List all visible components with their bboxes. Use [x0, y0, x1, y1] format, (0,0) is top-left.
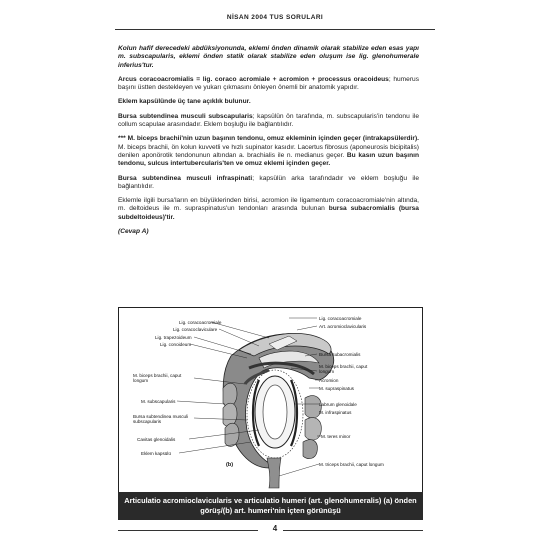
label-triceps-long-head: M. triceps brachii, caput longum [319, 462, 384, 467]
answer-label: (Cevap A) [118, 228, 149, 236]
label-acromion: Acromion [319, 378, 339, 383]
paragraph-5-bold-2: Bu kasın uzun başının tendonu, sulcus intertubercularis'ten ve omuz eklemi içinden geçer. [118, 151, 419, 168]
paragraph-2-text: ; humerus başını üstten destekleyen ve yukarı çıkmasını önleyen önemli bir anatomik yapıdır. [118, 75, 419, 92]
paragraph-2-bold: Arcus coracoacromialis = lig. coraco acromiale + acromion + processus oracoideus [118, 75, 389, 83]
label-cavitas-glenoidalis: Cavitas glenoidalis [137, 437, 176, 442]
paragraph-5 [118, 135, 419, 168]
label-lig-conoideum: Lig. conoideum [160, 342, 192, 347]
label-bursa-subtendinea-subscapularis: Bursa subtendinea musculi subscapularis [133, 414, 189, 424]
label-labrum-glenoidale: Labrum glenoidale [319, 402, 357, 407]
anatomy-figure [118, 307, 423, 494]
label-lig-coracoacromiale-left: Lig. coracoacromiale [179, 320, 222, 325]
paragraph-3-bold: Eklem kapsülünde üç tane açıklık bulunur. [118, 98, 251, 106]
paragraph-6-bold: Bursa subtendinea musculi infraspinati [118, 174, 253, 182]
paragraph-6-text: ; kapsülün arka tarafındadır ve eklem boşluğu ile bağlantılıdır. [118, 174, 419, 190]
paragraph-7-bold: bursa subacromialis (bursa subdeltoideus)'tir. [118, 205, 419, 221]
label-supraspinatus: M. supraspinatus [319, 386, 354, 391]
label-bursa-subacromialis: Bursa subacromialis [319, 352, 361, 357]
figure-caption-text: Articulatio acromioclavicularis ve articulatio humeri (art. glenohumeralis) (a) önden görüş/(b) art. humeri'nin içten görünüşü [124, 496, 417, 515]
label-eklem-kapsulu: Eklem kapsülü [141, 451, 171, 456]
panel-label-b: (b) [226, 462, 234, 468]
label-lig-trapezoideum: Lig. trapezoideum [155, 335, 192, 340]
paragraph-6 [118, 175, 419, 192]
page-number: 4 [272, 524, 278, 533]
label-lig-coracoclaviculare: Lig. coracoclaviculare [173, 327, 218, 332]
running-header: NİSAN 2004 TUS SORULARI [226, 14, 324, 21]
paragraph-7 [118, 197, 419, 222]
label-biceps-long-head-right: M. biceps brachii, caput longum [319, 364, 368, 374]
label-infraspinatus: M. infraspinatus [319, 410, 352, 415]
paragraph-4-text: ; kapsülün ön tarafında, m. subscapularis'in tendonu ile collum scapulae arasındadır. Eklem boşluğu ile bağlantılıdır. [118, 112, 419, 129]
paragraph-7-text: Eklemle ilgili bursa'ların en büyüklerinden birisi, acromion ile ligamentum coracoacromiale'nin altında, m. deltoideus ile m. supraspinatus'un tendonları arasında bulunan [118, 197, 419, 213]
figure-caption [118, 492, 423, 520]
main-text [118, 45, 419, 242]
label-teres-minor: M. teres minor [321, 434, 351, 439]
paragraph-5-text: M. biceps brachii, ön kolun kuvvetli ve hızlı supinator kasıdır. Lacertus fibrosus (aponeurosis bicipitalis) denilen aponörotik tendonunun altından a. brachialis ile n. medianus geçer. [118, 143, 419, 159]
paragraph-5-bold-1: *** M. biceps brachii'nin uzun başının tendonu, omuz ekleminin içinden geçer (intrakapsülerdir). [118, 135, 419, 143]
label-lig-coracoacromiale-right: Lig. coracoacromiale [319, 316, 362, 321]
label-art-acromioclavicularis: Art. acromioclavicularis [319, 324, 367, 329]
label-subscapularis: M. subscapularis [141, 399, 176, 404]
paragraph-1: Kolun hafif derecedeki abdüksiyonunda, eklemi önden dinamik olarak stabilize eden esas yapı m. subscapularis, eklemi önden statik olarak stabilize eden oluşum ise lig. glenohumerale inferius'tur. [118, 45, 419, 69]
label-biceps-long-head-left: M. biceps brachii, caput longum [133, 373, 182, 383]
paragraph-3 [118, 98, 419, 106]
header-rule [115, 29, 435, 30]
paragraph-4 [118, 113, 419, 130]
paragraph-2 [118, 76, 419, 93]
paragraph-4-bold: Bursa subtendinea musculi subscapularis [118, 112, 253, 120]
